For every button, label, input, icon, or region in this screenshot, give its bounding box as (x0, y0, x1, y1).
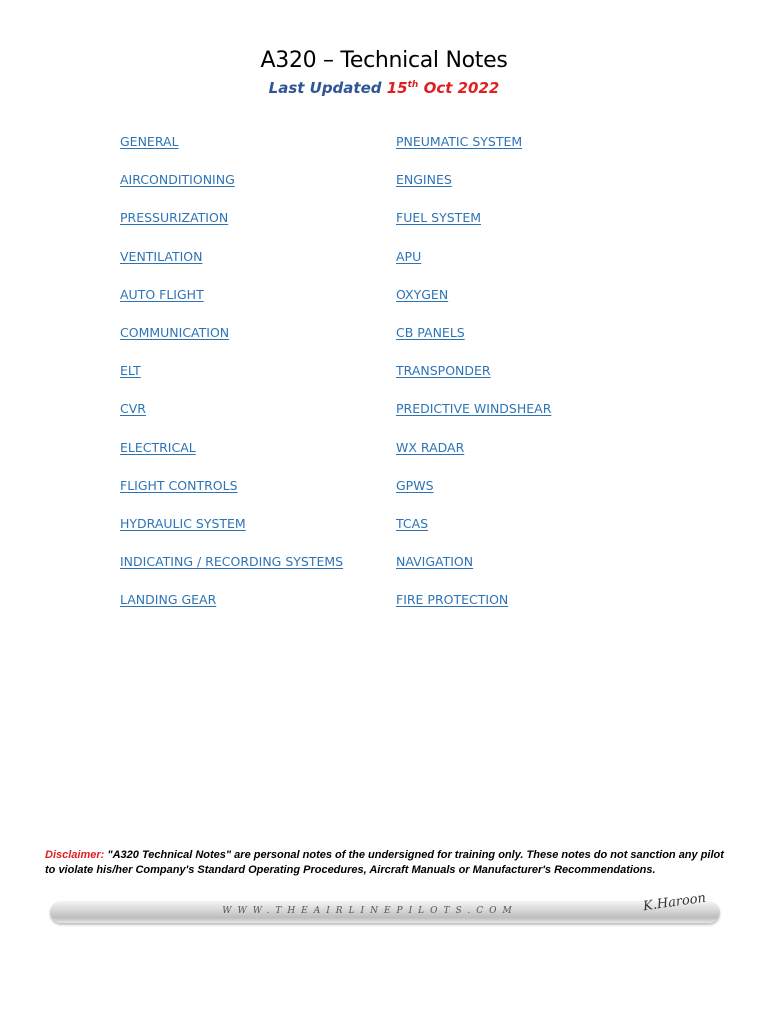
last-updated-day: 15 (386, 79, 408, 97)
toc-link-navigation[interactable]: NAVIGATION (396, 554, 474, 570)
toc-link-oxygen[interactable]: OXYGEN (396, 286, 449, 302)
toc-link-apu[interactable]: APU (396, 248, 422, 264)
toc-link-pressurization[interactable]: PRESSURIZATION (120, 210, 229, 226)
toc-link-predictive-windshear[interactable]: PREDICTIVE WINDSHEAR (396, 401, 552, 417)
toc-link-wx-radar[interactable]: WX RADAR (396, 439, 465, 455)
toc-link-general[interactable]: GENERAL (120, 134, 179, 149)
toc-link-engines[interactable]: ENGINES (396, 172, 452, 188)
toc-link-flight-controls[interactable]: FLIGHT CONTROLS (120, 477, 238, 493)
disclaimer-text: "A320 Technical Notes" are personal notes of the undersigned for training only. These notes do not sanction any pilot to violate his/her Company's Standard Operating Procedures, Aircraft Manuals or Manufacturer's Recommendations. (45, 849, 724, 876)
toc-link-fire-protection[interactable]: FIRE PROTECTION (396, 592, 509, 608)
toc-link-pneumatic-system[interactable]: PNEUMATIC SYSTEM (396, 134, 523, 149)
last-updated-month-year: Oct 2022 (423, 79, 500, 97)
toc-link-fuel-system[interactable]: FUEL SYSTEM (396, 210, 481, 226)
footer-url: WWW.THEAIRLINEPILOTS.COM (222, 906, 518, 916)
document-title: A320 – Technical Notes (260, 48, 508, 73)
author-signature: K.Haroon (642, 890, 707, 915)
toc-link-cb-panels[interactable]: CB PANELS (396, 324, 465, 340)
toc-link-indicating-recording[interactable]: INDICATING / RECORDING SYSTEMS (120, 554, 344, 570)
toc-link-airconditioning[interactable]: AIRCONDITIONING (120, 172, 235, 188)
last-updated-date (387, 79, 500, 97)
last-updated-ordinal: th (407, 80, 419, 90)
toc-link-tcas[interactable]: TCAS (396, 515, 429, 531)
toc-link-hydraulic-system[interactable]: HYDRAULIC SYSTEM (120, 515, 246, 531)
last-updated-label: Last Updated (268, 79, 382, 97)
disclaimer (45, 848, 735, 877)
toc-link-communication[interactable]: COMMUNICATION (120, 324, 230, 340)
toc-left-column (120, 134, 343, 630)
toc-link-gpws[interactable]: GPWS (396, 477, 434, 493)
toc-link-landing-gear[interactable]: LANDING GEAR (120, 592, 217, 608)
disclaimer-label: Disclaimer: (45, 849, 105, 861)
toc-link-transponder[interactable]: TRANSPONDER (396, 363, 491, 379)
last-updated (0, 79, 768, 97)
toc-link-auto-flight[interactable]: AUTO FLIGHT (120, 286, 204, 302)
toc-link-ventilation[interactable]: VENTILATION (120, 248, 203, 264)
toc-right-column (396, 134, 551, 630)
toc-link-elt[interactable]: ELT (120, 363, 141, 379)
toc-link-cvr[interactable]: CVR (120, 401, 146, 417)
toc-link-electrical[interactable]: ELECTRICAL (120, 439, 196, 455)
footer-bar (50, 890, 720, 923)
